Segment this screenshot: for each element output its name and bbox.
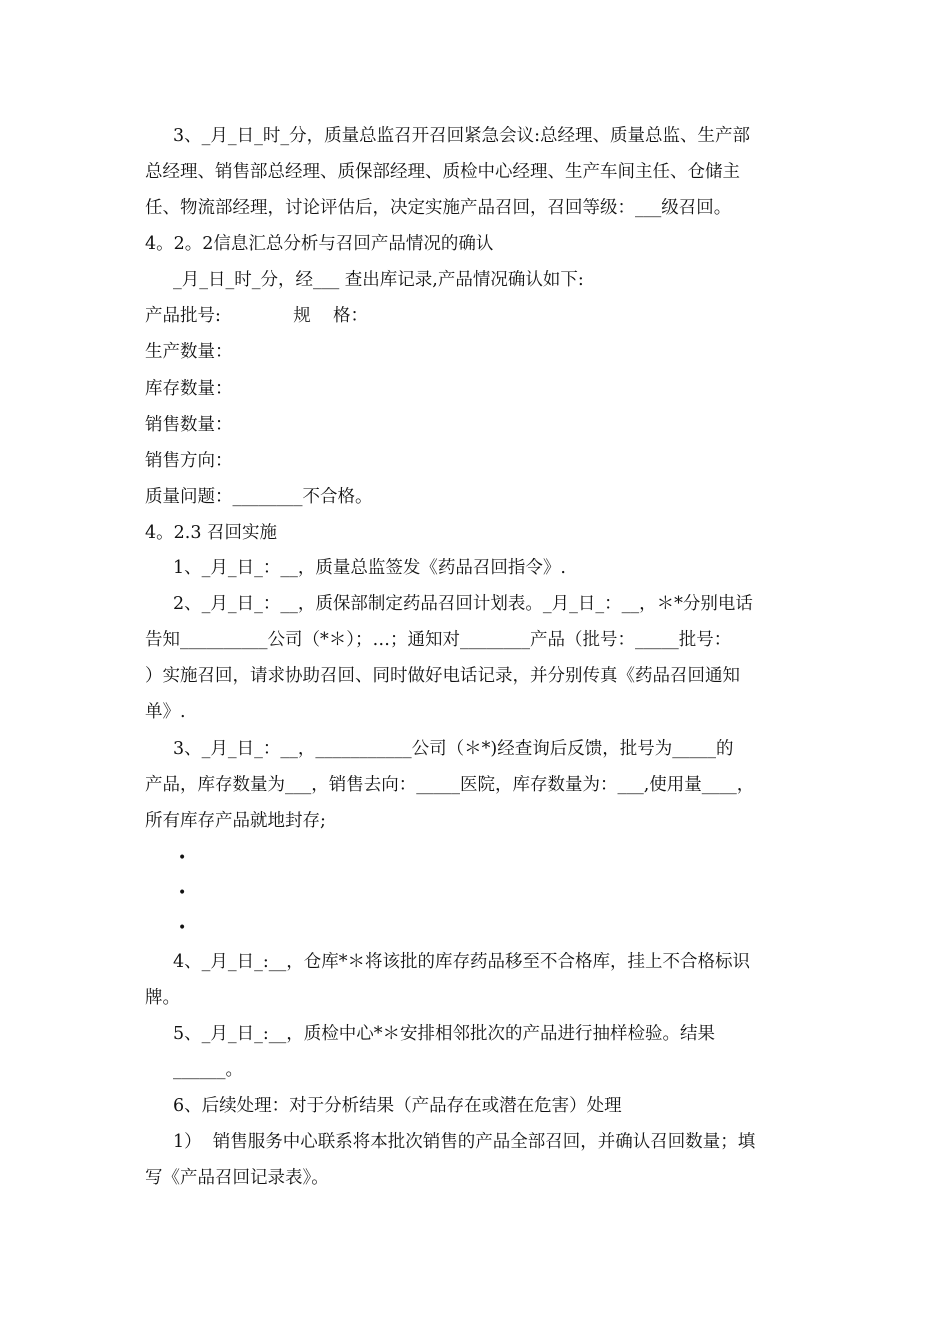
field-production-qty: 生产数量： bbox=[145, 342, 233, 362]
paragraph-line: 6、后续处理：对于分析结果（产品存在或潜在危害）处理 bbox=[173, 1096, 622, 1116]
paragraph-line: 5、_月_日_:__，质检中心*＊安排相邻批次的产品进行抽样检验。结果 bbox=[173, 1024, 716, 1044]
paragraph-line: 3、_月_日_：__，___________公司（＊*)经查询后反馈，批号为_____的 bbox=[173, 739, 734, 759]
section-heading: 4。2.3 召回实施 bbox=[145, 523, 278, 543]
field-stock-qty: 库存数量： bbox=[145, 379, 233, 399]
paragraph-line: 总经理、销售部总经理、质保部经理、质检中心经理、生产车间主任、仓储主 bbox=[145, 162, 740, 182]
paragraph-line: 3、_月_日_时_分，质量总监召开召回紧急会议:总经理、质量总监、生产部 bbox=[173, 126, 751, 146]
paragraph-line: 所有库存产品就地封存; bbox=[145, 811, 326, 831]
field-sales-qty: 销售数量： bbox=[145, 415, 233, 435]
bullet-point: • bbox=[178, 885, 187, 901]
bullet-point: • bbox=[178, 920, 187, 936]
paragraph-line: 2、_月_日_：__，质保部制定药品召回计划表。_月_日_：__，＊*分别电话 bbox=[173, 594, 753, 614]
paragraph-line: 写《产品召回记录表》。 bbox=[145, 1168, 329, 1188]
section-heading: 4。2。2信息汇总分析与召回产品情况的确认 bbox=[145, 234, 494, 254]
paragraph-line: 1、_月_日_：__，质量总监签发《药品召回指令》. bbox=[173, 558, 566, 578]
paragraph-line: 告知__________公司（*＊）；…；通知对________产品（批号：_____批号： bbox=[145, 630, 732, 650]
paragraph-line: 产品，库存数量为___，销售去向：_____医院，库存数量为：___,使用量____， bbox=[145, 775, 755, 795]
paragraph-line: ）实施召回，请求协助召回、同时做好电话记录，并分别传真《药品召回通知 bbox=[145, 666, 740, 686]
paragraph-line: 1） 销售服务中心联系将本批次销售的产品全部召回，并确认召回数量；填 bbox=[173, 1132, 756, 1152]
field-batch-spec: 产品批号: 规 格： bbox=[145, 306, 368, 326]
paragraph-line: 任、物流部经理，讨论评估后，决定实施产品召回，召回等级：___级召回。 bbox=[145, 198, 732, 218]
paragraph-line: ______。 bbox=[173, 1060, 243, 1080]
paragraph-line: 单》. bbox=[145, 702, 186, 722]
field-sales-direction: 销售方向： bbox=[145, 451, 233, 471]
bullet-point: • bbox=[178, 850, 187, 866]
paragraph-line: _月_日_时_分，经___ 查出库记录,产品情况确认如下: bbox=[173, 270, 584, 290]
field-quality-issue: 质量问题：________不合格。 bbox=[145, 487, 373, 507]
paragraph-line: 4、_月_日_:__，仓库*＊将该批的库存药品移至不合格库，挂上不合格标识 bbox=[173, 952, 751, 972]
paragraph-line: 牌。 bbox=[145, 988, 180, 1008]
